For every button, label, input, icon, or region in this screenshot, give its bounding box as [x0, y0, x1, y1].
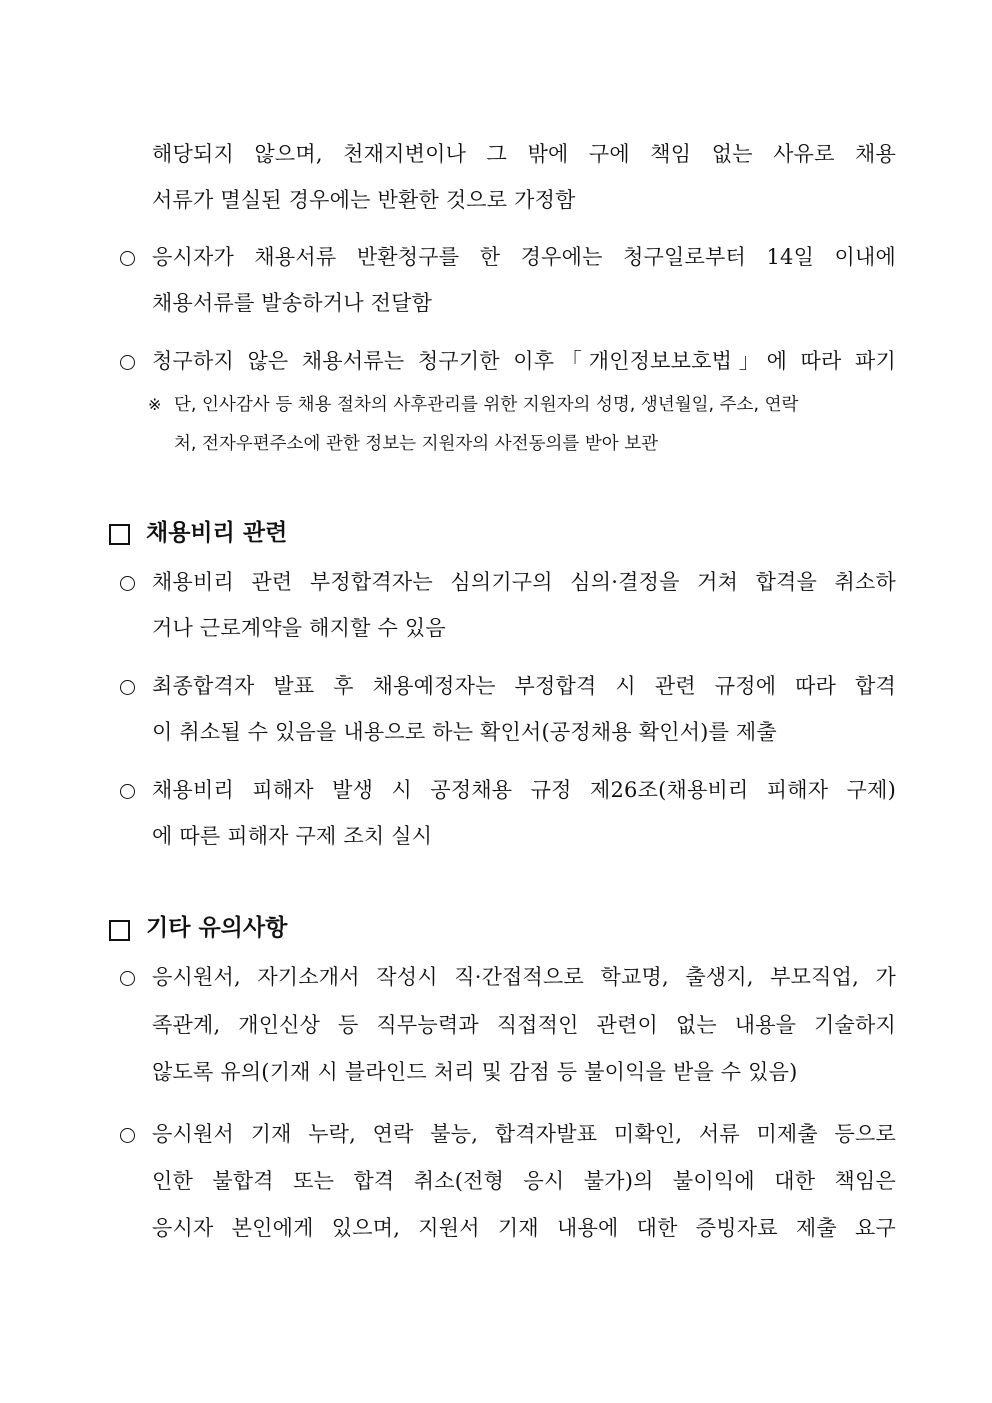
- list-item-line: 에 따른 피해자 구제 조치 실시: [152, 824, 433, 848]
- section-checkbox-icon: [109, 524, 130, 545]
- list-item-line: 응시자 본인에게 있으며, 지원서 기재 내용에 대한 증빙자료 제출 요구: [152, 1216, 896, 1240]
- reference-mark-icon: ※: [148, 395, 162, 414]
- paragraph-line: 해당되지 않으며, 천재지변이나 그 밖에 구에 책임 없는 사유로 채용: [152, 142, 896, 166]
- list-item-line: 청구하지 않은 채용서류는 청구기한 이후「개인정보보호법」에 따라 파기: [152, 349, 896, 373]
- paragraph-line: 서류가 멸실된 경우에는 반환한 것으로 가정함: [152, 188, 576, 212]
- circle-bullet-icon: [120, 680, 135, 695]
- list-item-line: 응시원서 기재 누락, 연락 불능, 합격자발표 미확인, 서류 미제출 등으로: [152, 1122, 896, 1146]
- list-item-line: 않도록 유의(기재 시 블라인드 처리 및 감점 등 불이익을 받을 수 있음): [152, 1060, 798, 1084]
- list-item-line: 채용서류를 발송하거나 전달함: [152, 291, 433, 315]
- list-item-line: 채용비리 피해자 발생 시 공정채용 규정 제26조(채용비리 피해자 구제): [152, 778, 896, 802]
- section-checkbox-icon: [109, 920, 130, 941]
- section-heading: 기타 유의사항: [146, 915, 288, 941]
- list-item-line: 이 취소될 수 있음을 내용으로 하는 확인서(공정채용 확인서)를 제출: [152, 720, 777, 744]
- list-item-line: 응시자가 채용서류 반환청구를 한 경우에는 청구일로부터 14일 이내에: [152, 245, 896, 269]
- note-line: 단, 인사감사 등 채용 절차의 사후관리를 위한 지원자의 성명, 생년월일, 주소, 연락: [174, 395, 799, 415]
- circle-bullet-icon: [120, 784, 135, 799]
- list-item-line: 족관계, 개인신상 등 직무능력과 직접적인 관련이 없는 내용을 기술하지: [152, 1013, 896, 1037]
- circle-bullet-icon: [120, 355, 135, 370]
- list-item-line: 채용비리 관련 부정합격자는 심의기구의 심의·결정을 거쳐 합격을 취소하: [152, 570, 896, 594]
- list-item-line: 최종합격자 발표 후 채용예정자는 부정합격 시 관련 규정에 따라 합격: [152, 674, 896, 698]
- list-item-line: 응시원서, 자기소개서 작성시 직·간접적으로 학교명, 출생지, 부모직업, 가: [152, 965, 896, 989]
- circle-bullet-icon: [120, 1128, 135, 1143]
- circle-bullet-icon: [120, 576, 135, 591]
- list-item-line: 거나 근로계약을 해지할 수 있음: [152, 616, 446, 640]
- section-heading: 채용비리 관련: [146, 520, 288, 546]
- circle-bullet-icon: [120, 251, 135, 266]
- circle-bullet-icon: [120, 971, 135, 986]
- note-line: 처, 전자우편주소에 관한 정보는 지원자의 사전동의를 받아 보관: [174, 434, 659, 454]
- list-item-line: 인한 불합격 또는 합격 취소(전형 응시 불가)의 불이익에 대한 책임은: [152, 1169, 896, 1193]
